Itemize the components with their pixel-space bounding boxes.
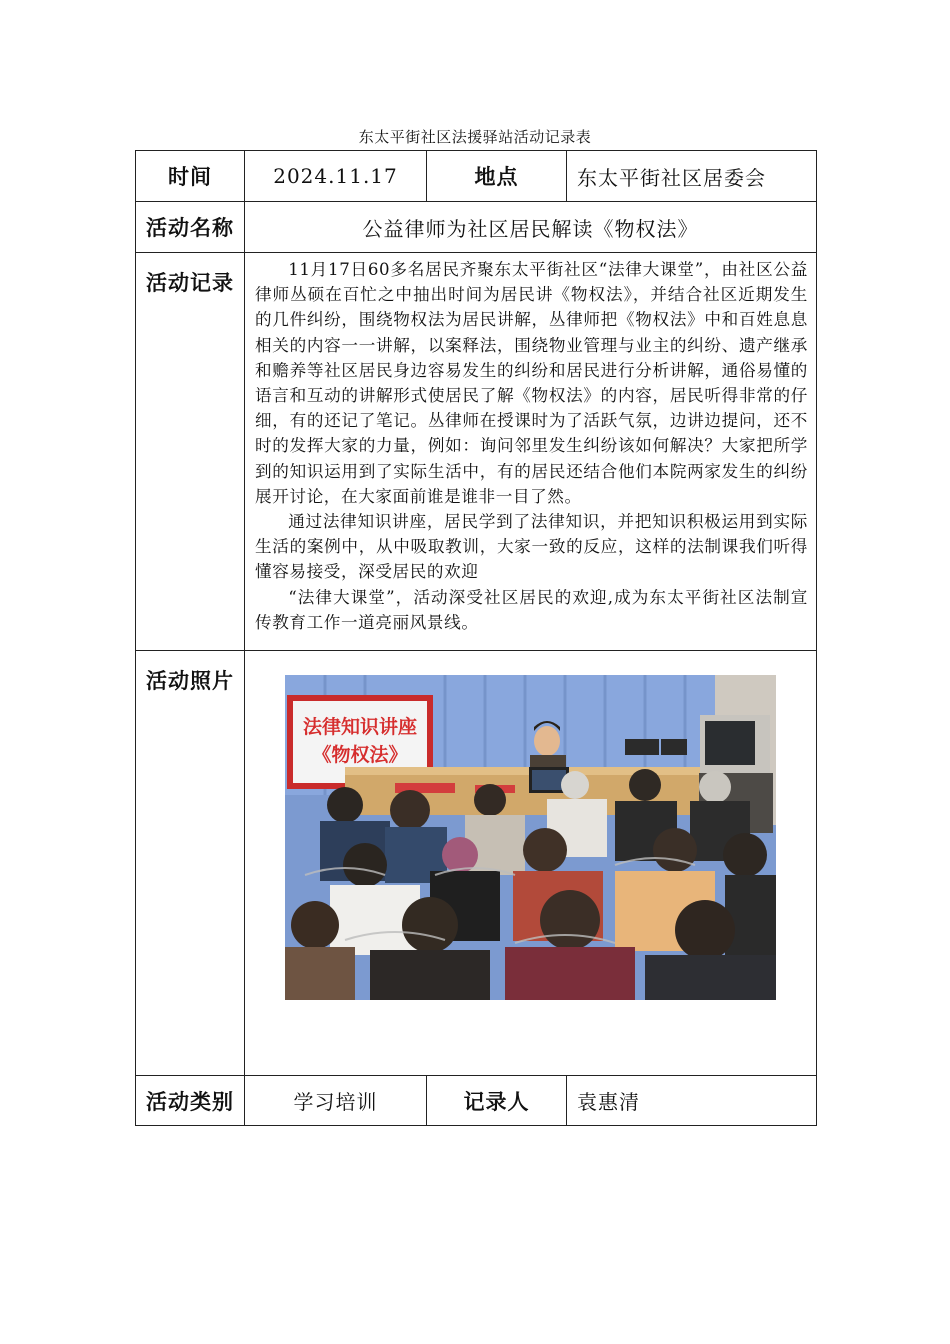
activity-photo bbox=[285, 675, 776, 1000]
record-paragraph-3: “法律大课堂”，活动深受社区居民的欢迎,成为东太平街社区法制宣传教育工作一道亮丽风景线。 bbox=[255, 587, 808, 632]
row-time-place bbox=[136, 151, 817, 202]
time-value: 2024.11.17 bbox=[245, 151, 427, 202]
activity-record-label: 活动记录 bbox=[136, 253, 245, 651]
row-activity-record bbox=[136, 253, 817, 651]
activity-name-label: 活动名称 bbox=[136, 202, 245, 253]
photo-banner-line1: 法律知识讲座 bbox=[302, 716, 418, 738]
record-paragraph-2: 通过法律知识讲座，居民学到了法律知识，并把知识积极运用到实际生活的案例中，从中吸取教训，大家一致的反应，这样的法制课我们听得懂容易接受，深受居民的欢迎 bbox=[255, 512, 808, 582]
photo-banner-line2: 《物权法》 bbox=[312, 744, 408, 766]
activity-name-value: 公益律师为社区居民解读《物权法》 bbox=[245, 202, 817, 253]
row-activity-name bbox=[136, 202, 817, 253]
category-value: 学习培训 bbox=[245, 1076, 427, 1126]
document-title: 东太平街社区法援驿站活动记录表 bbox=[358, 128, 592, 146]
time-label: 时间 bbox=[136, 151, 245, 202]
activity-photo-cell bbox=[245, 651, 817, 1076]
recorder-label: 记录人 bbox=[427, 1076, 567, 1126]
place-label: 地点 bbox=[427, 151, 567, 202]
activity-record-text bbox=[245, 253, 817, 651]
place-value: 东太平街社区居委会 bbox=[567, 151, 817, 202]
row-activity-photo bbox=[136, 651, 817, 1076]
activity-record-table bbox=[135, 150, 817, 1126]
row-category-recorder bbox=[136, 1076, 817, 1126]
category-label: 活动类别 bbox=[136, 1076, 245, 1126]
recorder-value: 袁惠清 bbox=[567, 1076, 817, 1126]
record-paragraph-1: 11月17日60多名居民齐聚东太平街社区“法律大课堂”，由社区公益律师丛硕在百忙之中抽出时间为居民讲《物权法》，并结合社区近期发生的几件纠纷，围绕物权法为居民讲解，丛律师把《物权法》中和百姓息息相关的内容一一讲解，以案释法，围绕物业管理与业主的纠纷、遗产继承和赡养等社区居民身边容易发生的纠纷和居民进行分析讲解，通俗易懂的语言和互动的讲解形式使居民了解《物权法》的内容，居民听得非常的仔细，有的还记了笔记。丛律师在授课时为了活跃气氛，边讲边提问，还不时的发挥大家的力量，例如：询问邻里发生纠纷该如何解决？大家把所学到的知识运用到了实际生活中，有的居民还结合他们本院两家发生的纠纷展开讨论，在大家面前谁是谁非一目了然。 bbox=[255, 260, 808, 506]
activity-photo-label: 活动照片 bbox=[136, 651, 245, 1076]
